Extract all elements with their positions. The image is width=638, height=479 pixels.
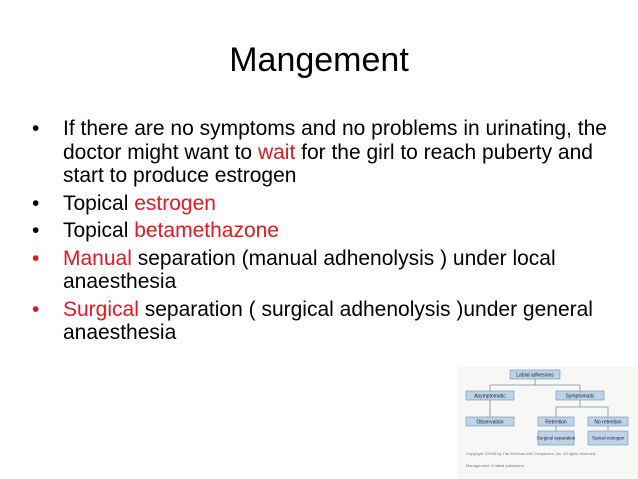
flowchart-grandchild-1: Surgical separation (536, 435, 576, 441)
bullet-text: Topical (63, 219, 135, 242)
flowchart-image (458, 367, 638, 479)
bullet-text: separation ( surgical adhenolysis )under general anaesthesia (63, 297, 593, 344)
bullet-marker: • (32, 117, 40, 140)
bullet-list (30, 117, 610, 349)
bullet-marker: • (32, 246, 40, 270)
bullet-highlight: betamethazone (134, 219, 279, 242)
bullet-item (30, 219, 610, 243)
flowchart-grandchild-2: Topical estrogen (591, 435, 625, 441)
bullet-item (30, 247, 610, 294)
flowchart-left-child: Observation (476, 419, 504, 426)
bullet-item (30, 192, 610, 216)
bullet-marker: • (32, 219, 40, 242)
bullet-item (30, 117, 610, 188)
slide-title: Mangement (229, 41, 409, 79)
flowchart-caption: Management of labial adhesions. (466, 463, 525, 468)
bullet-text: for the girl to reach puberty and start to produce estrogen (63, 140, 593, 187)
flowchart-right-child-2: No retention (594, 419, 622, 426)
bullet-marker: • (32, 297, 40, 321)
flowchart-copyright: Copyright ©2006 by The McGraw-Hill Companies, Inc. All rights reserved. (466, 451, 597, 456)
bullet-text: separation (manual adhenolysis ) under local anaesthesia (63, 246, 556, 293)
flowchart-root: Labial adhesions (516, 372, 554, 379)
flowchart-right-child-1: Retention (545, 419, 567, 426)
flowchart-right: Symptomatic (565, 393, 595, 400)
bullet-item (30, 298, 610, 345)
bullet-text: If there are no symptoms and no problems in urinating, the doctor might want to (63, 117, 607, 164)
bullet-text: Topical (63, 191, 135, 215)
bullet-highlight: Manual (63, 246, 132, 270)
bullet-highlight: Surgical (63, 297, 139, 321)
bullet-marker: • (32, 191, 40, 215)
flowchart-left: Asymptomatic (474, 393, 506, 400)
bullet-highlight: wait (257, 140, 296, 164)
bullet-highlight: estrogen (134, 191, 216, 215)
